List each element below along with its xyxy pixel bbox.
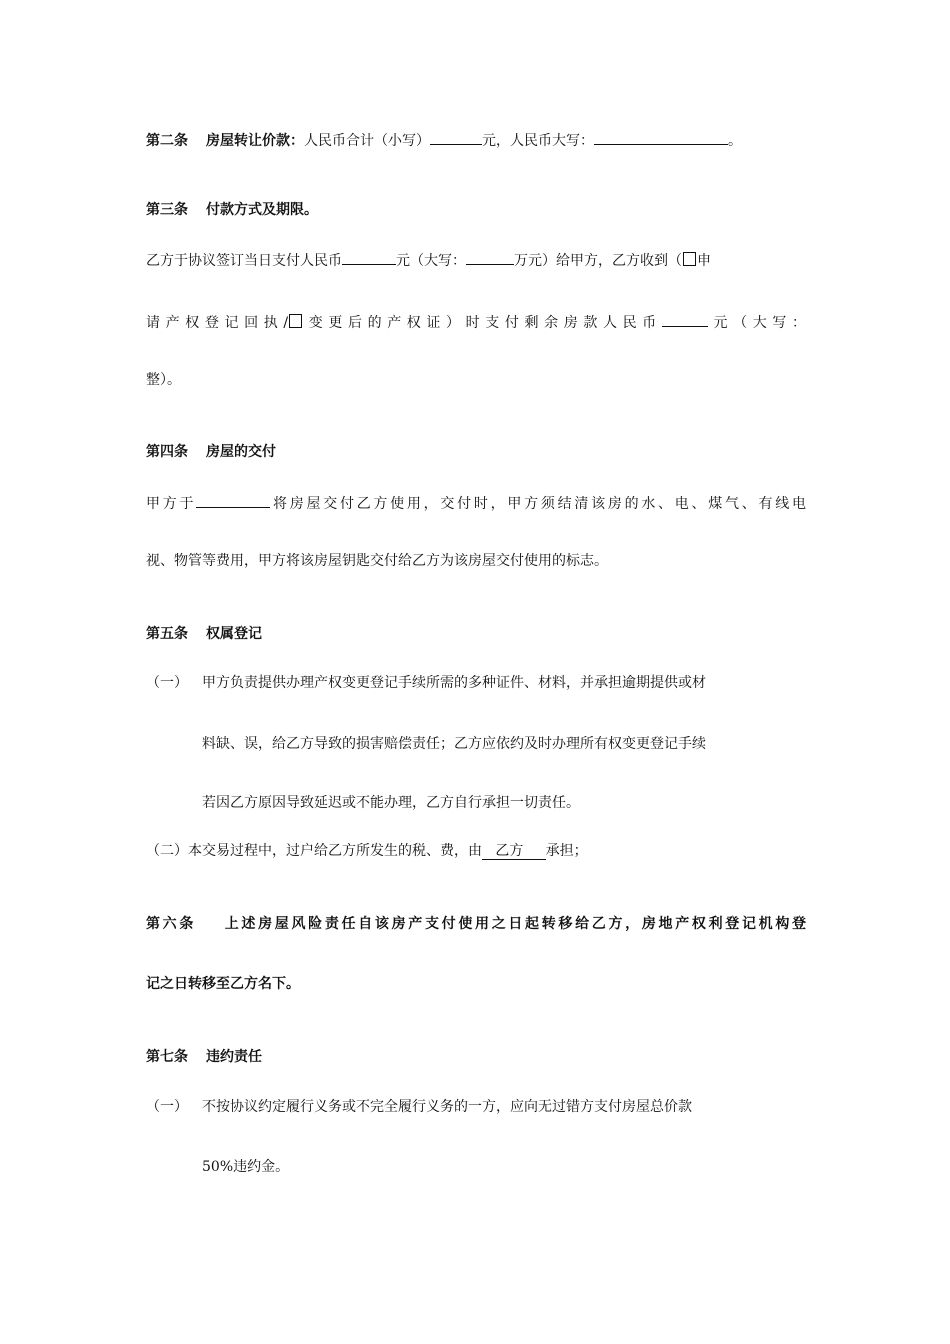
article-3-label: 第三条 (146, 202, 188, 218)
article-2-text-2: 元，人民币大写： (482, 133, 594, 149)
checkbox-receipt[interactable] (683, 252, 696, 266)
article-5-label: 第五条 (146, 626, 188, 642)
responsible-party (482, 843, 546, 860)
text: 记之日转移至乙方名下。 (146, 976, 300, 992)
article-7-item-1-line-2 (202, 1157, 806, 1177)
article-6-label: 第六条 (146, 916, 197, 932)
article-3-line-1 (146, 248, 806, 271)
article-6-line-2 (146, 974, 806, 994)
article-4-title: 房屋的交付 (206, 444, 276, 460)
article-7-label: 第七条 (146, 1049, 188, 1065)
text: 甲方于 (146, 496, 197, 512)
article-5-item-1-line-2 (202, 734, 806, 754)
article-2-end: 。 (728, 133, 742, 149)
article-4-line-1 (146, 491, 806, 514)
text: 整）。 (146, 372, 181, 388)
delivery-date-blank (196, 491, 270, 508)
text: 料缺、误，给乙方导致的损害赔偿责任；乙方应依约及时办理所有权变更登记手续 (202, 736, 706, 752)
article-5-heading (146, 624, 806, 644)
article-5-item-1-line-3 (202, 793, 806, 813)
article-7-item-1-line-1 (146, 1097, 806, 1117)
article-3-line-3 (146, 370, 806, 390)
article-2-line (146, 128, 806, 151)
article-3-line-2 (146, 310, 806, 333)
text: 乙方于协议签订当日支付人民币 (146, 253, 342, 269)
text: 申 (697, 253, 711, 269)
text: 若因乙方原因导致延迟或不能办理，乙方自行承担一切责任。 (202, 795, 580, 811)
party-name: 乙方 (495, 843, 524, 859)
price-lowercase-blank (430, 128, 482, 145)
text: 万元）给甲方，乙方收到（ (514, 253, 682, 269)
text: 视、物管等费用，甲方将该房屋钥匙交付给乙方为该房屋交付使用的标志。 (146, 553, 608, 569)
article-2-title: 房屋转让价款： (206, 133, 304, 149)
article-2-text: 人民币合计（小写） (304, 133, 430, 149)
price-uppercase-blank (594, 128, 728, 145)
article-4-heading (146, 442, 806, 462)
text: 元（大写： (707, 315, 807, 331)
item-number: （一） (146, 1099, 188, 1115)
article-6-line-1 (146, 914, 806, 934)
text: 请产权登记回执/ (146, 315, 289, 331)
payment-amount-blank (342, 248, 396, 265)
checkbox-certificate[interactable] (289, 314, 302, 328)
text: 元（大写： (396, 253, 466, 269)
article-3-heading (146, 200, 806, 220)
text: 变更后的产权证）时支付剩余房款人民币 (303, 315, 662, 331)
text: （二）本交易过程中，过户给乙方所发生的税、费，由 (146, 843, 482, 859)
article-4-label: 第四条 (146, 444, 188, 460)
remaining-amount-blank (662, 310, 708, 327)
text: 上述房屋风险责任自该房产支付使用之日起转移给乙方，房地产权利登记机构登 (222, 916, 807, 932)
text: 不按协议约定履行义务或不完全履行义务的一方，应向无过错方支付房屋总价款 (202, 1099, 692, 1115)
article-4-line-2 (146, 551, 806, 571)
article-5-title: 权属登记 (206, 626, 262, 642)
article-7-heading (146, 1047, 806, 1067)
article-2-label: 第二条 (146, 133, 188, 149)
article-5-item-1-line-1 (146, 673, 806, 693)
article-7-title: 违约责任 (206, 1049, 262, 1065)
item-number: （一） (146, 675, 188, 691)
article-3-title: 付款方式及期限。 (206, 202, 318, 218)
text: 将房屋交付乙方使用，交付时，甲方须结清该房的水、电、煤气、有线电 (270, 496, 807, 512)
payment-uppercase-blank (466, 248, 514, 265)
text: 甲方负责提供办理产权变更登记手续所需的多种证件、材料，并承担逾期提供或材 (202, 675, 706, 691)
text: 承担； (545, 843, 588, 859)
article-5-item-2 (146, 841, 806, 861)
text: 50%违约金。 (202, 1159, 290, 1175)
